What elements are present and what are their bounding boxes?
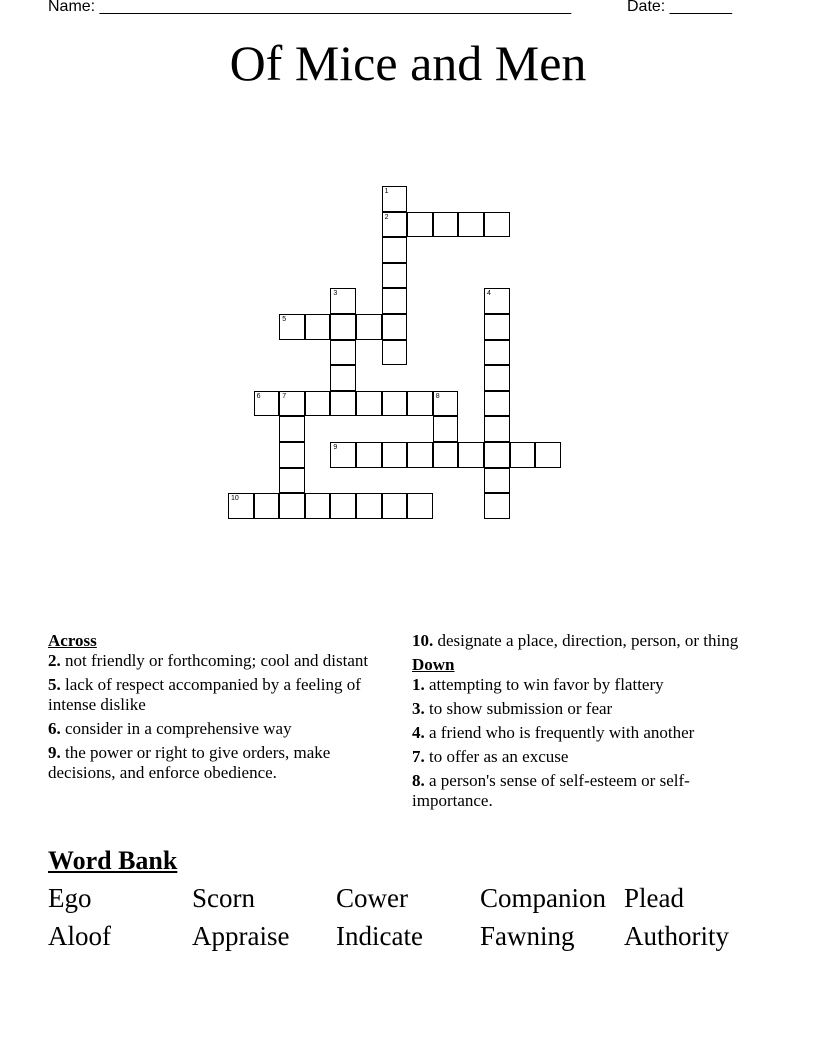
- across-heading: Across: [48, 631, 97, 650]
- crossword-cell[interactable]: [382, 442, 408, 468]
- crossword-cell[interactable]: [407, 493, 433, 519]
- cell-number: 4: [487, 290, 491, 298]
- crossword-cell[interactable]: [484, 314, 510, 340]
- crossword-cell[interactable]: [484, 442, 510, 468]
- clue-number: 9.: [48, 743, 61, 762]
- word-bank-item: Ego: [48, 883, 92, 913]
- crossword-cell[interactable]: [407, 212, 433, 238]
- crossword-cell[interactable]: [433, 212, 459, 238]
- header-line: [48, 0, 748, 18]
- crossword-cell[interactable]: [382, 237, 408, 263]
- crossword-cell[interactable]: [330, 493, 356, 519]
- crossword-cell[interactable]: [382, 263, 408, 289]
- clue-number: 1.: [412, 675, 425, 694]
- page-title: Of Mice and Men: [229, 35, 587, 91]
- cell-number: 9: [333, 444, 338, 451]
- crossword-cell[interactable]: [305, 391, 331, 417]
- clue-across-5: [48, 675, 393, 715]
- crossword-cell[interactable]: [382, 186, 408, 212]
- crossword-cell[interactable]: [382, 340, 408, 366]
- clues-right-column: [412, 631, 762, 815]
- crossword-cell[interactable]: [484, 365, 510, 391]
- crossword-cell[interactable]: [305, 493, 331, 519]
- cell-number: 8: [435, 392, 440, 400]
- cell-number: 2: [384, 213, 389, 221]
- clue-number: 8.: [412, 771, 425, 790]
- crossword-cell[interactable]: [279, 314, 305, 340]
- cell-number: 6: [256, 392, 261, 400]
- clue-number: 7.: [412, 747, 425, 766]
- crossword-cell[interactable]: [356, 493, 382, 519]
- crossword-cell[interactable]: [458, 212, 484, 238]
- crossword-cell[interactable]: [279, 391, 305, 417]
- cell-number: 10: [231, 495, 239, 503]
- crossword-cell[interactable]: [330, 442, 356, 468]
- clue-text: attempting to win favor by flattery: [424, 675, 664, 694]
- crossword-cell[interactable]: [228, 493, 254, 519]
- crossword-cell[interactable]: [356, 314, 382, 340]
- cell-number: 7: [282, 392, 287, 400]
- clues-left-column: [48, 631, 393, 787]
- crossword-cell[interactable]: [407, 442, 433, 468]
- clue-text: not friendly or forthcoming; cool and distant: [60, 651, 369, 670]
- word-bank-item: Aloof: [48, 921, 111, 951]
- clue-number: 5.: [48, 675, 61, 694]
- crossword-cell[interactable]: [382, 314, 408, 340]
- crossword-cell[interactable]: [330, 340, 356, 366]
- crossword-cell[interactable]: [484, 493, 510, 519]
- crossword-cell[interactable]: [279, 442, 305, 468]
- clue-text: lack of respect accompanied by a feeling of intense dislike: [48, 675, 361, 714]
- crossword-cell[interactable]: [458, 442, 484, 468]
- crossword-cell[interactable]: [356, 391, 382, 417]
- crossword-cell[interactable]: [382, 288, 408, 314]
- clue-text: a person's sense of self-esteem or self-importance.: [412, 771, 690, 810]
- crossword-cell[interactable]: [330, 391, 356, 417]
- crossword-cell[interactable]: [279, 493, 305, 519]
- clue-across-6: [48, 719, 393, 739]
- crossword-cell[interactable]: [484, 468, 510, 494]
- clue-down-7: [412, 747, 762, 767]
- down-heading: Down: [412, 655, 455, 674]
- word-bank-title: Word Bank: [48, 846, 178, 875]
- crossword-cell[interactable]: [510, 442, 536, 468]
- clue-number: 10.: [412, 631, 434, 650]
- crossword-cell[interactable]: [279, 468, 305, 494]
- clue-across-2: [48, 651, 393, 671]
- name-field[interactable]: Name: _____________________________________________________: [48, 0, 572, 15]
- crossword-cell[interactable]: [254, 391, 280, 417]
- clue-number: 4.: [412, 723, 425, 742]
- crossword-cell[interactable]: [484, 340, 510, 366]
- word-bank-item: Companion: [480, 883, 606, 913]
- clue-text: to offer as an excuse: [424, 747, 569, 766]
- word-bank-item: Authority: [624, 921, 729, 951]
- date-field[interactable]: Date: _______: [627, 0, 732, 15]
- crossword-cell[interactable]: [484, 212, 510, 238]
- clue-number: 6.: [48, 719, 61, 738]
- clue-down-8: [412, 771, 762, 811]
- crossword-cell[interactable]: [433, 442, 459, 468]
- clue-text: consider in a comprehensive way: [60, 719, 292, 738]
- clue-number: 3.: [412, 699, 425, 718]
- word-bank-item: Appraise: [192, 921, 290, 951]
- word-bank-item: Indicate: [336, 921, 423, 951]
- crossword-cell[interactable]: [382, 391, 408, 417]
- clue-down-4: [412, 723, 762, 743]
- crossword-cell[interactable]: [330, 365, 356, 391]
- clue-text: the power or right to give orders, make decisions, and enforce obedience.: [48, 743, 331, 782]
- cell-number: 5: [282, 316, 287, 323]
- crossword-cell[interactable]: [254, 493, 280, 519]
- crossword-cell[interactable]: [484, 391, 510, 417]
- word-bank: [48, 882, 768, 952]
- crossword-cell[interactable]: [484, 416, 510, 442]
- crossword-cell[interactable]: [330, 314, 356, 340]
- clue-across-10: [412, 631, 762, 651]
- crossword-cell[interactable]: [382, 212, 408, 238]
- crossword-cell[interactable]: [433, 416, 459, 442]
- cell-number: 1: [384, 188, 389, 195]
- word-bank-item: Plead: [624, 883, 684, 913]
- cell-number: 3: [333, 290, 338, 298]
- crossword-cell[interactable]: [356, 442, 382, 468]
- clue-down-3: [412, 699, 762, 719]
- clue-text: a friend who is frequently with another: [424, 723, 695, 742]
- crossword-cell[interactable]: [407, 391, 433, 417]
- word-bank-item: Scorn: [192, 883, 255, 913]
- crossword-cell[interactable]: [535, 442, 561, 468]
- clue-down-1: [412, 675, 762, 695]
- word-bank-item: Fawning: [480, 921, 575, 951]
- clue-across-9: [48, 743, 393, 783]
- crossword-cell[interactable]: [484, 288, 510, 314]
- crossword-cell[interactable]: [382, 493, 408, 519]
- crossword-cell[interactable]: [279, 416, 305, 442]
- word-bank-item: Cower: [336, 883, 408, 913]
- clue-number: 2.: [48, 651, 61, 670]
- crossword-cell[interactable]: [305, 314, 331, 340]
- crossword-cell[interactable]: [433, 391, 459, 417]
- clue-text: to show submission or fear: [424, 699, 613, 718]
- clue-text: designate a place, direction, person, or thing: [433, 631, 739, 650]
- crossword-cell[interactable]: [330, 288, 356, 314]
